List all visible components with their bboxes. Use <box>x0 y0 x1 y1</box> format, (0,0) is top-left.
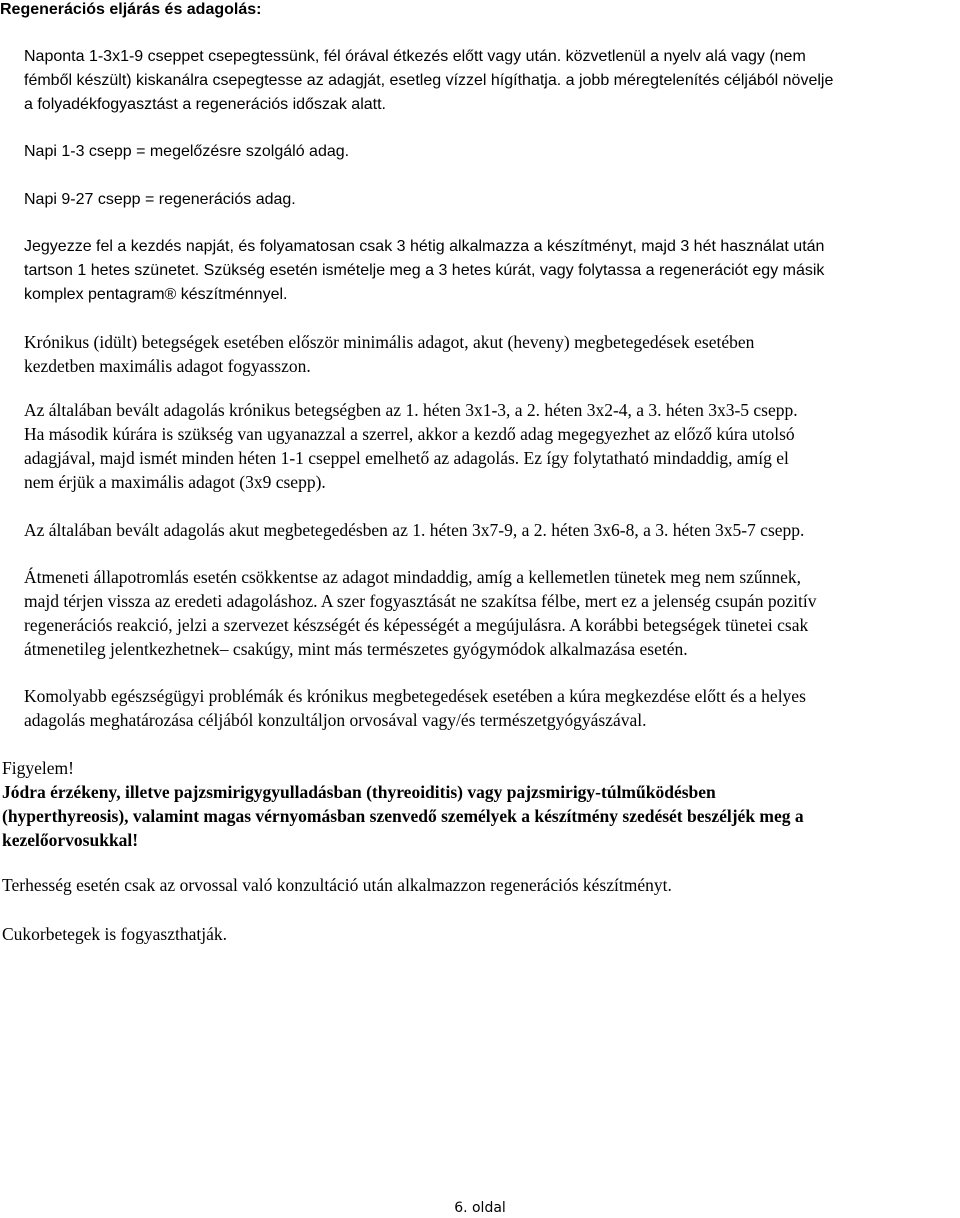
warning-title: Figyelem! <box>2 758 74 778</box>
diabetics-note: Cukorbetegek is fogyaszthatják. <box>2 924 228 944</box>
intro-line: Naponta 1-3x1-9 cseppet csepegtessünk, fél órával étkezés előtt vagy után. közvetlenül a nyelv alá vagy (nem <box>24 48 806 65</box>
transient-paragraph <box>24 565 949 661</box>
chronic-acute-line: Krónikus (idült) betegségek esetében először minimális adagot, akut (heveny) megbetegedések esetében <box>24 332 755 352</box>
chronic-acute-line: kezdetben maximális adagot fogyasszon. <box>24 356 311 376</box>
pregnancy-note: Terhesség esetén csak az orvossal való konzultáció után alkalmazzon regenerációs készítményt. <box>2 875 672 895</box>
chronic-dosing-line: Az általában bevált adagolás krónikus betegségben az 1. héten 3x1-3, a 2. héten 3x2-4, a 3. héten 3x3-5 csepp. <box>24 400 798 420</box>
section-title: Regenerációs eljárás és adagolás: <box>0 1 262 18</box>
transient-line: átmenetileg jelentkezhetnek– csakúgy, mint más természetes gyógymódok alkalmazása esetén. <box>24 639 688 659</box>
chronic-dosing-line: adagjával, majd ismét minden héten 1-1 cseppel emelhető az adagolás. Ez így folytatható mindaddig, amíg el <box>24 448 789 468</box>
transient-line: majd térjen vissza az eredeti adagoláshoz. A szer fogyasztását ne szakítsa félbe, mert ez a jelenség csupán pozitív <box>24 591 817 611</box>
page-number: 6. oldal <box>454 1200 506 1216</box>
acute-dosing: Az általában bevált adagolás akut megbetegedésben az 1. héten 3x7-9, a 2. héten 3x6-8, a 3. héten 3x5-7 csepp. <box>24 520 805 540</box>
chronic-acute-paragraph <box>24 330 949 378</box>
warning-line: kezelőorvosukkal! <box>2 830 139 850</box>
warning-line: (hyperthyreosis), valamint magas vérnyomásban szenvedő személyek a készítmény szedését beszéljék meg a <box>2 806 804 826</box>
transient-line: regenerációs reakció, jelzi a szervezet készségét és képességét a megújulásra. A korábbi betegségek tünetei csak <box>24 615 809 635</box>
chronic-dosing-line: nem érjük a maximális adagot (3x9 csepp). <box>24 472 326 492</box>
intro-line: fémből készült) kiskanálra csepegtesse az adagját, esetleg vízzel hígíthatja. a jobb méregtelenítés céljából növelje <box>24 72 834 89</box>
course-paragraph <box>24 235 944 307</box>
course-line: tartson 1 hetes szünetet. Szükség esetén ismételje meg a 3 hetes kúrát, vagy folytassa a regenerációt egy másik <box>24 262 825 279</box>
intro-paragraph <box>24 45 944 117</box>
chronic-dosing-paragraph <box>24 398 949 494</box>
course-line: Jegyezze fel a kezdés napját, és folyamatosan csak 3 hétig alkalmazza a készítményt, majd 3 hét használat után <box>24 238 825 255</box>
warning-line: Jódra érzékeny, illetve pajzsmirigygyulladásban (thyreoiditis) vagy pajzsmirigy-túlműködésben <box>2 782 716 802</box>
chronic-dosing-line: Ha második kúrára is szükség van ugyanazzal a szerrel, akkor a kezdő adag megegyezhet az előző kúra utolsó <box>24 424 795 444</box>
dose-prevention: Napi 1-3 csepp = megelőzésre szolgáló adag. <box>24 143 350 160</box>
warning-block <box>2 756 947 852</box>
consult-line: adagolás meghatározása céljából konzultáljon orvosával vagy/és természetgyógyászával. <box>24 710 647 730</box>
consult-paragraph <box>24 684 949 732</box>
dose-regeneration: Napi 9-27 csepp = regenerációs adag. <box>24 191 296 208</box>
course-line: komplex pentagram® készítménnyel. <box>24 286 288 303</box>
transient-line: Átmeneti állapotromlás esetén csökkentse az adagot mindaddig, amíg a kellemetlen tünetek meg nem szűnnek, <box>24 567 802 587</box>
consult-line: Komolyabb egészségügyi problémák és krónikus megbetegedések esetében a kúra megkezdése előtt és a helyes <box>24 686 806 706</box>
intro-line: a folyadékfogyasztást a regenerációs időszak alatt. <box>24 96 386 113</box>
